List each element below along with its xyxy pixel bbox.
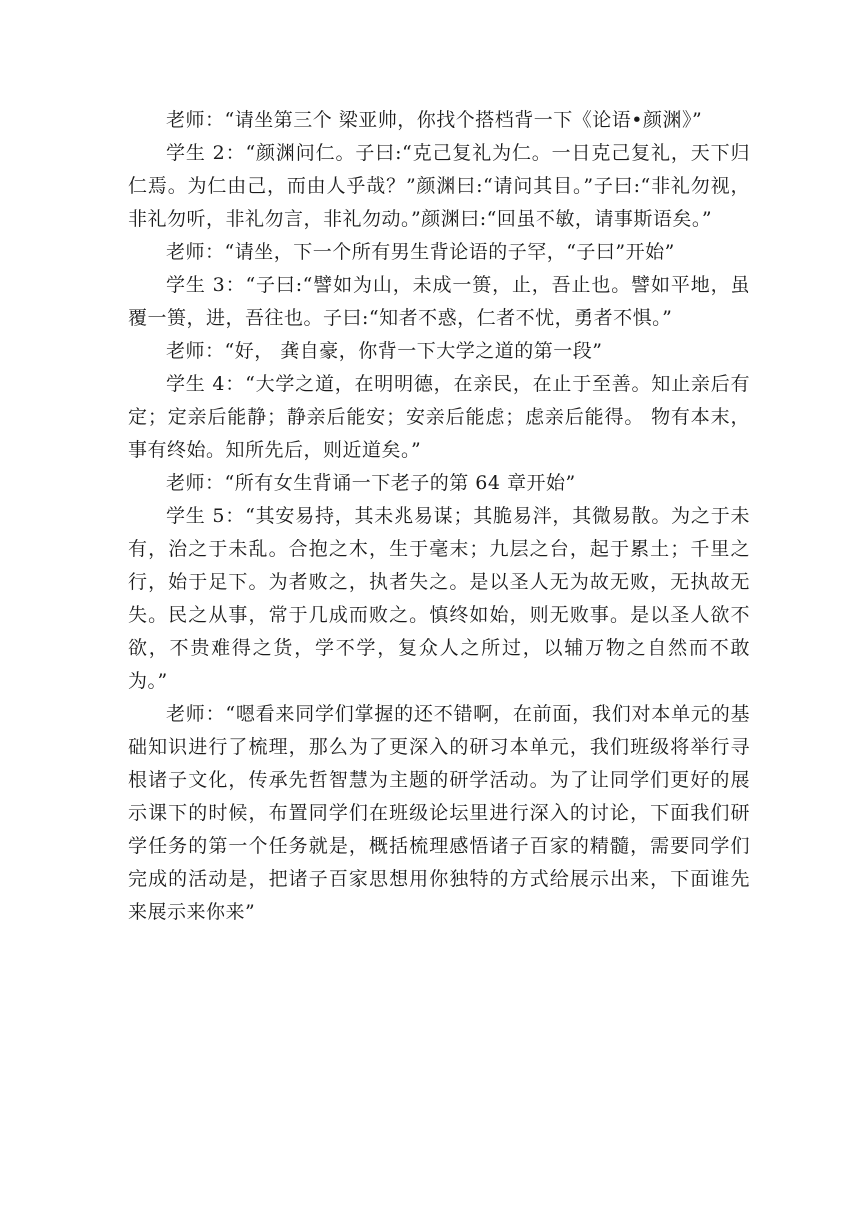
dialogue-paragraph-teacher-4: 老师：“所有女生背诵一下老子的第 64 章开始”: [166, 472, 576, 494]
dialogue-paragraph-student-4: 学生 4：“大学之道，在明明德，在亲民，在止于至善。知止亲后有定；定亲后能静；静亲后能安；安亲后能虑；虑亲后能得。 物有本末，事有终始。知所先后，则近道矣。”: [128, 373, 750, 461]
dialogue-paragraph-student-5: 学生 5：“其安易持，其未兆易谋；其脆易泮，其微易散。为之于未有，治之于未乱。合抱之木，生于毫末；九层之台，起于累土；千里之行，始于足下。为者败之，执者失之。是以圣人无为故无败，无执故无失。民之从事，常于几成而败之。慎终如始，则无败事。是以圣人欲不欲，不贵难得之货，学不学，复众人之所过，以辅万物之自然而不敢为。”: [128, 505, 750, 692]
dialogue-paragraph-student-2: 学生 2：“颜渊问仁。子曰:“克己复礼为仁。一日克己复礼，天下归仁焉。为仁由己，而由人乎哉？”颜渊曰:“请问其目。”子曰:“非礼勿视，非礼勿听，非礼勿言，非礼勿动。”颜渊曰:“回虽不敏，请事斯语矣。”: [128, 142, 750, 230]
dialogue-paragraph-teacher-3: 老师：“好， 龚自豪，你背一下大学之道的第一段”: [166, 340, 603, 362]
dialogue-paragraph-teacher-2: 老师：“请坐，下一个所有男生背论语的子罕，“子曰”开始”: [166, 241, 675, 263]
dialogue-paragraph-teacher-1: 老师：“请坐第三个 梁亚帅，你找个搭档背一下《论语•颜渊》”: [166, 109, 703, 131]
dialogue-paragraph-student-3: 学生 3：“子曰:“譬如为山，未成一篑，止，吾止也。譬如平地，虽覆一篑，进，吾往也。子曰:“知者不惑，仁者不忧，勇者不惧。”: [128, 274, 750, 329]
dialogue-paragraph-teacher-5: 老师：“嗯看来同学们掌握的还不错啊，在前面，我们对本单元的基础知识进行了梳理，那么为了更深入的研习本单元，我们班级将举行寻根诸子文化，传承先哲智慧为主题的研学活动。为了让同学们更好的展示课下的时候，布置同学们在班级论坛里进行深入的讨论，下面我们研学任务的第一个任务就是，概括梳理感悟诸子百家的精髓，需要同学们完成的活动是，把诸子百家思想用你独特的方式给展示出来，下面谁先来展示来你来”: [128, 703, 750, 923]
